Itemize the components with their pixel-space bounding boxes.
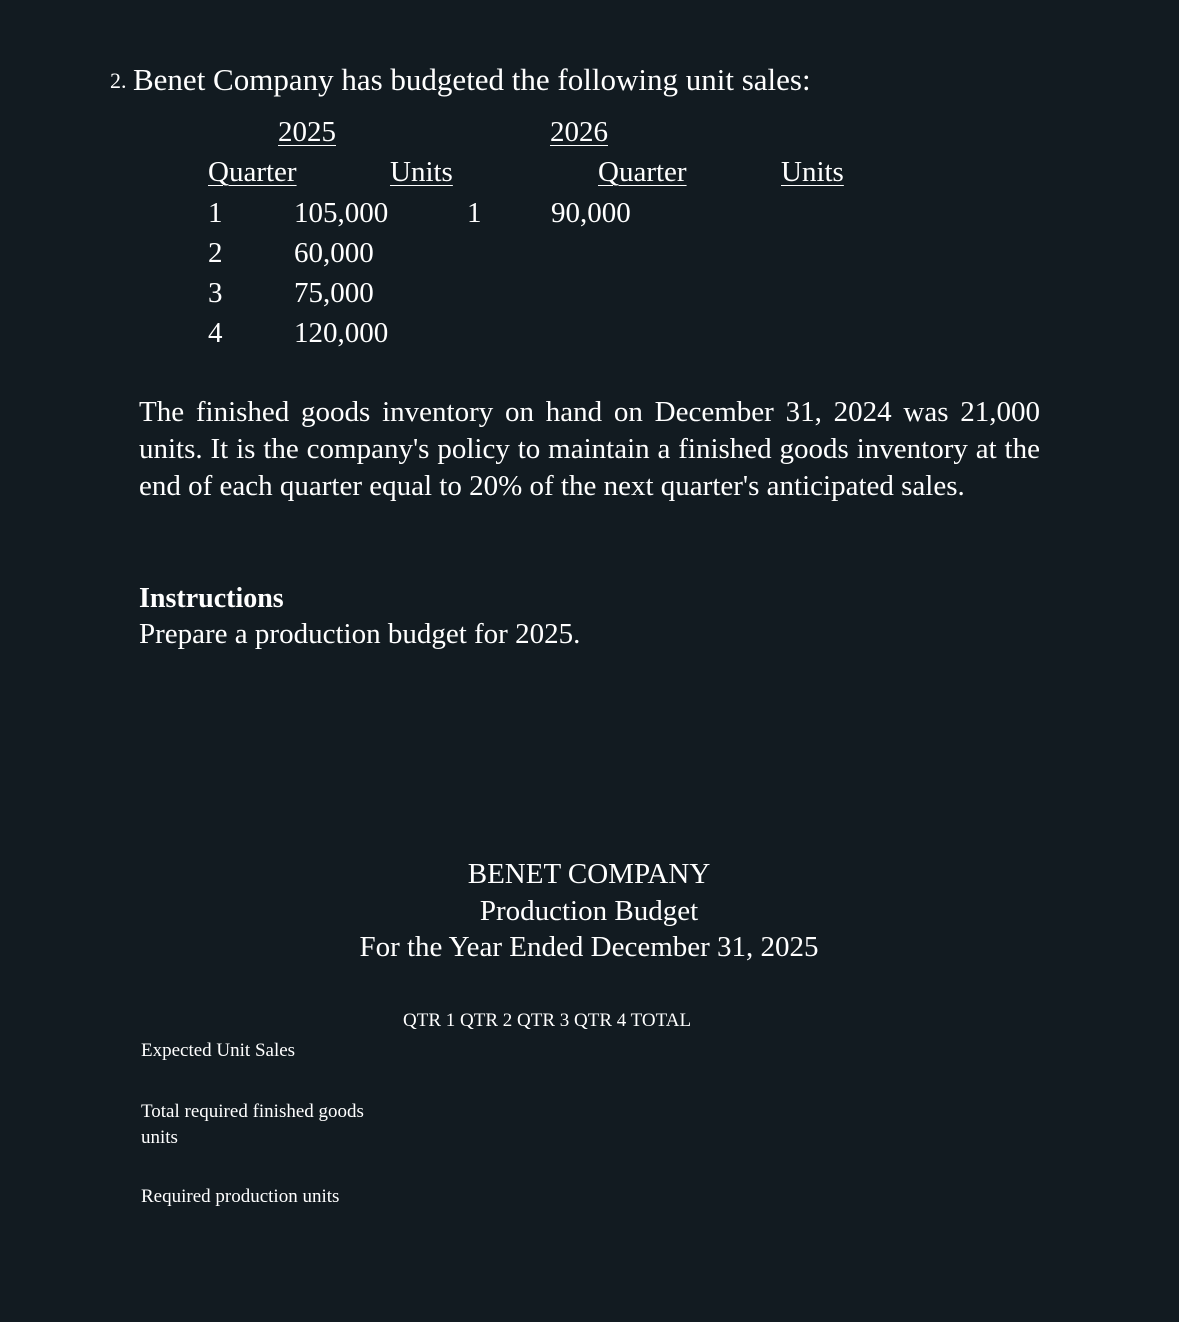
year-2026-heading: 2026 — [550, 116, 608, 148]
instructions-text: Prepare a production budget for 2025. — [139, 618, 581, 650]
units-header-2025: Units — [390, 156, 453, 188]
inventory-policy-paragraph: The finished goods inventory on hand on December 31, 2024 was 21,000 units. It is the company's policy to maintain a finished goods inventory at the end of each quarter equal to 20% of the next quarter's anticipated sales. — [139, 396, 1040, 502]
units-2026-cell: 90,000 — [551, 197, 631, 229]
quarter-2025-cell: 4 — [208, 317, 223, 349]
year-2025-heading: 2025 — [278, 116, 336, 148]
quarter-header-2026: Quarter — [598, 156, 687, 188]
units-2025-cell: 120,000 — [294, 317, 389, 349]
quarter-2026-cell: 1 — [467, 197, 482, 229]
budget-company-name: BENET COMPANY — [467, 858, 711, 890]
units-2025-cell: 105,000 — [294, 197, 389, 229]
quarter-2025-cell: 3 — [208, 277, 223, 309]
problem-number: 2. — [110, 68, 127, 93]
budget-title: Production Budget — [479, 895, 699, 927]
units-2025-cell: 75,000 — [294, 277, 374, 309]
budget-column-headers: QTR 1 QTR 2 QTR 3 QTR 4 TOTAL — [403, 1010, 692, 1031]
instructions-heading: Instructions — [139, 583, 284, 614]
units-2025-cell: 60,000 — [294, 237, 374, 269]
total-required-units-label: Total required finished goods units — [141, 1101, 364, 1148]
budget-period: For the Year Ended December 31, 2025 — [359, 931, 819, 963]
units-header-2026: Units — [781, 156, 844, 188]
required-production-units-label: Required production units — [141, 1186, 340, 1207]
problem-intro: Benet Company has budgeted the following unit sales: — [133, 62, 811, 97]
quarter-2025-cell: 2 — [208, 237, 223, 269]
expected-unit-sales-label: Expected Unit Sales — [141, 1040, 296, 1061]
quarter-header-2025: Quarter — [208, 156, 297, 188]
quarter-2025-cell: 1 — [208, 197, 223, 229]
